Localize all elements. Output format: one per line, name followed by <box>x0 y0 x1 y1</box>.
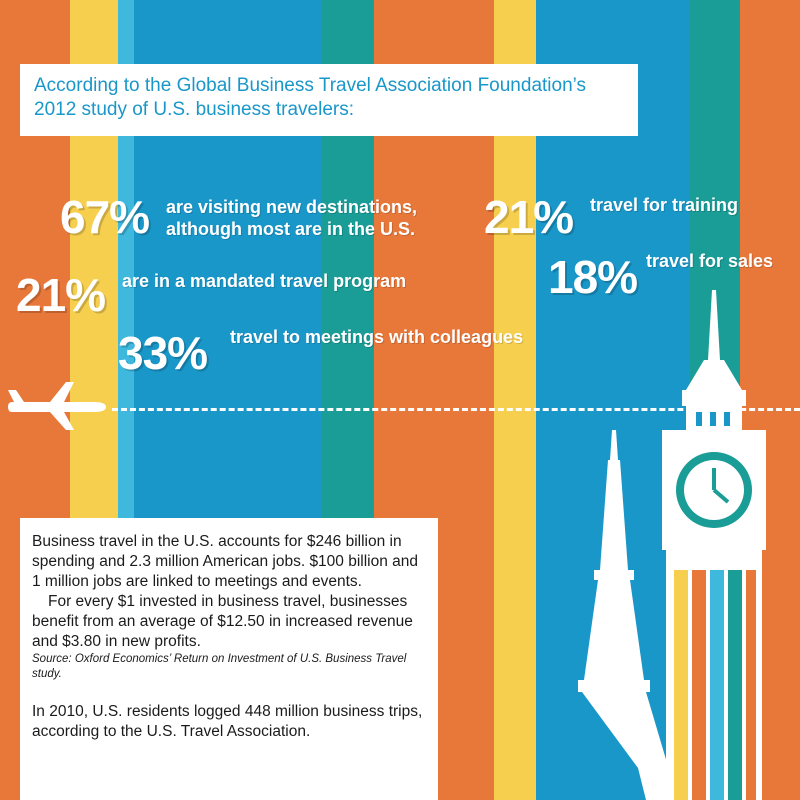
stat-value: 67% <box>60 191 150 243</box>
stat-label: travel to meetings with colleagues <box>230 327 524 347</box>
header-line-1: According to the Global Business Travel Association Foundation’s <box>34 75 587 96</box>
info-box <box>20 518 438 800</box>
stat-label: travel for training <box>590 195 739 215</box>
stat-value: 18% <box>548 251 638 303</box>
info-source-note: Source: Oxford Economics’ Return on Investment of U.S. Business Travel study. <box>32 653 407 680</box>
info-spending-paragraph: Business travel in the U.S. accounts for $246 billion in spending and 2.3 million American jobs. $100 billion and 1 million jobs are linked to meetings and events. <box>32 533 419 590</box>
airplane-icon <box>4 378 108 434</box>
stat-label: although most are in the U.S. <box>166 219 416 239</box>
stat-value: 21% <box>16 269 106 321</box>
info-trips-paragraph: In 2010, U.S. residents logged 448 million business trips, according to the U.S. Travel Association. <box>32 703 423 740</box>
big-ben-icon <box>652 290 776 800</box>
stat-value: 21% <box>484 191 574 243</box>
info-roi-paragraph: For every $1 invested in business travel, businesses benefit from an average of $12.50 in increased revenue and $3.80 in new profits. <box>32 593 413 650</box>
header-line-2: 2012 study of U.S. business travelers: <box>34 99 354 120</box>
stat-label: travel for sales <box>646 251 774 271</box>
header-box <box>20 64 638 136</box>
stat-label: are in a mandated travel program <box>122 271 407 291</box>
stat-value: 33% <box>118 327 208 379</box>
stat-label: are visiting new destinations, <box>166 197 418 217</box>
